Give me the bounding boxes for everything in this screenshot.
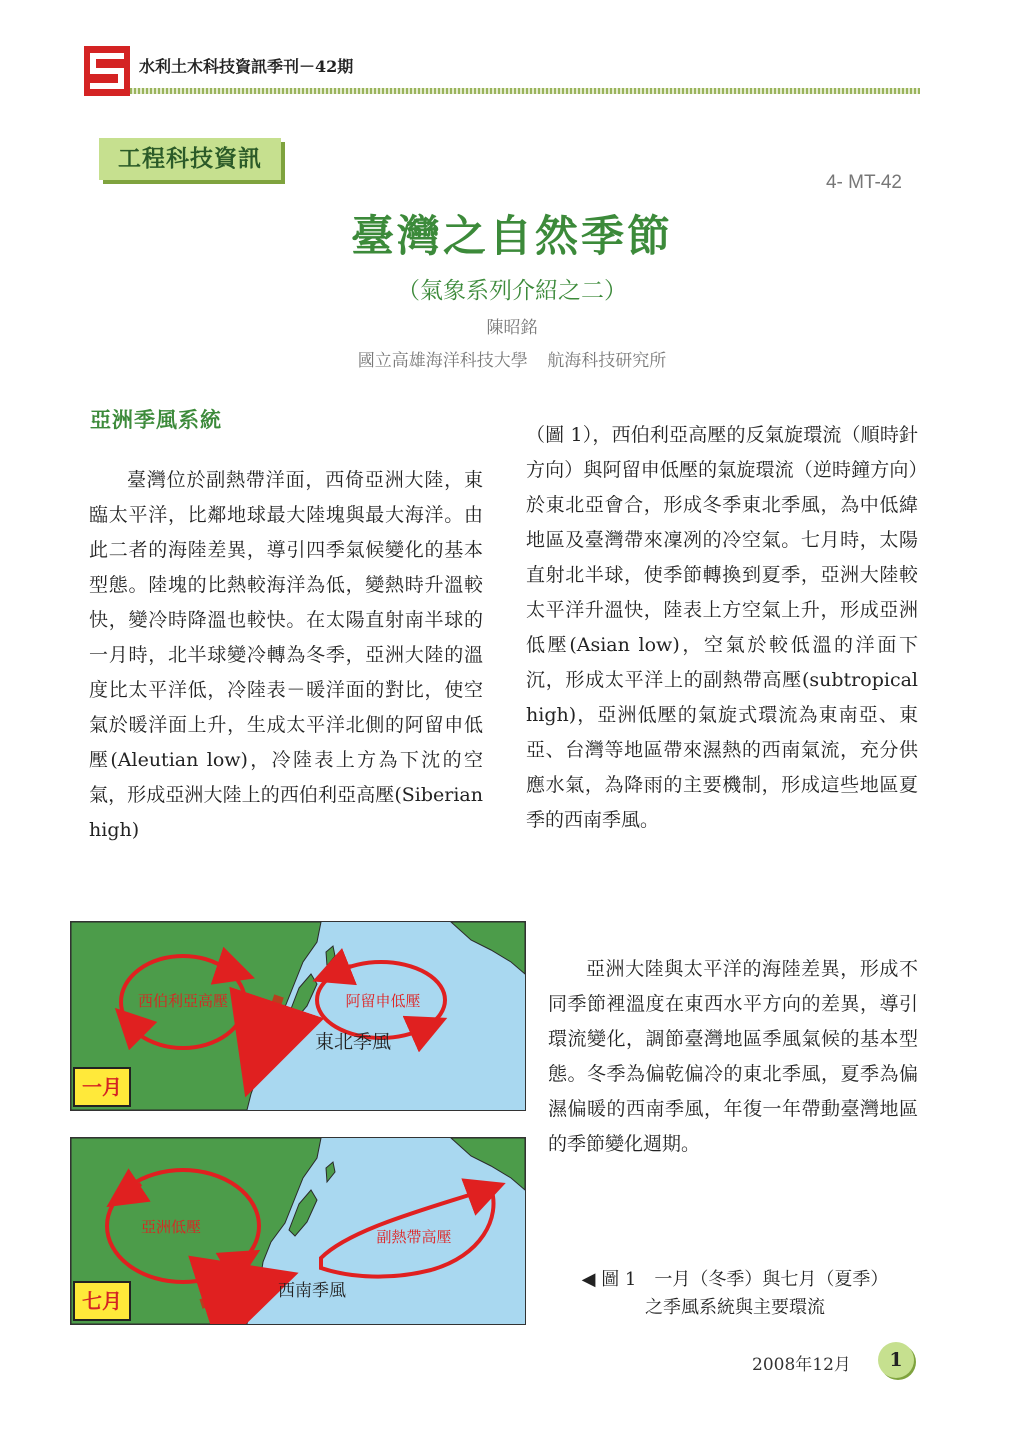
issue-date: 2008年12月	[752, 1355, 851, 1375]
section-tag	[99, 138, 281, 180]
subtropical-high-label: 副熱帶高壓	[376, 1228, 452, 1246]
article-subtitle: （氣象系列介紹之二）	[397, 278, 627, 304]
figure-caption	[540, 1266, 930, 1322]
section-heading: 亞洲季風系統	[90, 408, 222, 432]
july-monsoon-map	[70, 1137, 526, 1325]
journal-logo-icon	[84, 46, 130, 96]
article-author: 陳昭銘	[486, 318, 538, 338]
siberian-high-label: 西伯利亞高壓	[137, 992, 229, 1010]
july-month-label: 七月	[73, 1281, 131, 1321]
right-column-paragraph-1: （圖 1），西伯利亞高壓的反氣旋環流（順時針方向）與阿留申低壓的氣旋環流（逆時鐘方向）於東北亞會合，形成冬季東北季風，為中低緯地區及臺灣帶來凜冽的冷空氣。七月時，太陽直射北半球，使季節轉換到夏季，亞洲大陸較太平洋升溫快，陸表上方空氣上升，形成亞洲低壓(Asian low)，空氣於較低溫的洋面下沉，形成太平洋上的副熱帶高壓(subtropical high)，亞洲低壓的氣旋式環流為東南亞、東亞、台灣等地區帶來濕熱的西南氣流，充分供應水氣，為降雨的主要機制，形成這些地區夏季的西南季風。	[526, 424, 918, 831]
section-tag-label: 工程科技資訊	[118, 146, 262, 172]
journal-title: 水利土木科技資訊季刊－42期	[139, 57, 354, 76]
doc-code: 4- MT-42	[825, 172, 902, 193]
january-month-label: 一月	[73, 1067, 131, 1107]
january-monsoon-map	[70, 921, 526, 1111]
figure-caption-line-1: ◀ 圖 1 一月（冬季）與七月（夏季）	[581, 1269, 889, 1290]
right-column-paragraph-2: 亞洲大陸與太平洋的海陸差異，形成不同季節裡溫度在東西水平方向的差異，導引環流變化，調節臺灣地區季風氣候的基本型態。冬季為偏乾偏冷的東北季風，夏季為偏濕偏暖的西南季風，年復一年帶動臺灣地區的季節變化週期。	[548, 958, 918, 1155]
aleutian-low-label: 阿留申低壓	[345, 992, 421, 1010]
ne-monsoon-label: 東北季風	[314, 1031, 392, 1053]
article-title: 臺灣之自然季節	[351, 212, 673, 262]
figure-caption-line-2: 之季風系統與主要環流	[645, 1297, 825, 1318]
header-divider	[130, 88, 920, 94]
left-column-paragraph: 臺灣位於副熱帶洋面，西倚亞洲大陸，東臨太平洋，比鄰地球最大陸塊與最大海洋。由此二者的海陸差異，導引四季氣候變化的基本型態。陸塊的比熱較海洋為低，變熱時升溫較快，變冷時降溫也較快。在太陽直射南半球的一月時，北半球變冷轉為冬季，亞洲大陸的溫度比太平洋低，冷陸表－暖洋面的對比，使空氣於暖洋面上升，生成太平洋北側的阿留申低壓(Aleutian low)，冷陸表上方為下沈的空氣，形成亞洲大陸上的西伯利亞高壓(Siberian high)	[89, 469, 483, 841]
july-map-graphic	[71, 1138, 525, 1324]
page-number: 1	[878, 1342, 914, 1378]
january-map-graphic	[71, 922, 525, 1110]
asian-low-label: 亞洲低壓	[140, 1218, 202, 1236]
sw-monsoon-label: 西南季風	[278, 1281, 346, 1301]
article-affiliation: 國立高雄海洋科技大學 航海科技研究所	[357, 351, 667, 371]
